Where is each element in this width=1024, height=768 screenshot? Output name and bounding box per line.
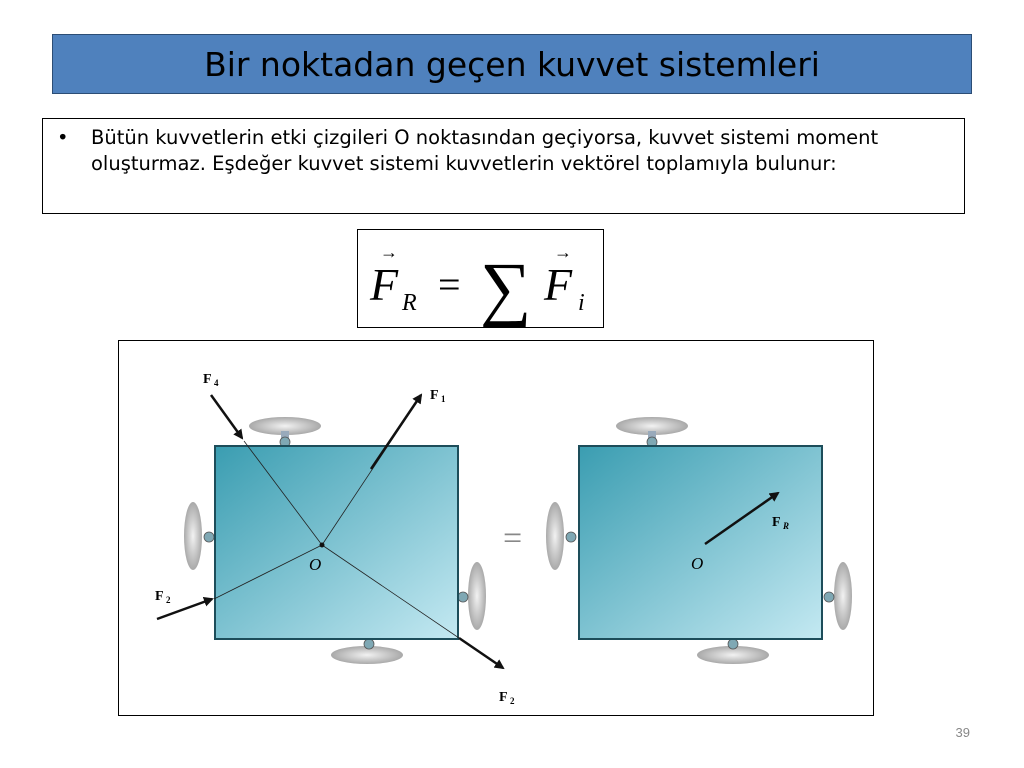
label-f1: F (430, 388, 439, 403)
support-bottom-left (331, 639, 403, 664)
formula-rhs-subscript: i (578, 290, 585, 316)
label-f2-bottom-sub: 2 (510, 696, 515, 706)
formula-rhs-arrow: → (554, 242, 572, 262)
label-f2-left-sub: 2 (166, 595, 171, 605)
bullet-text-box (42, 118, 965, 214)
force-figure (118, 340, 874, 716)
label-f4: F (203, 372, 212, 387)
support-top-left (249, 417, 321, 447)
formula-sum-symbol: ∑ (480, 248, 532, 327)
label-f4-sub: 4 (214, 378, 219, 388)
bullet-icon: • (57, 126, 69, 149)
bullet-text: Bütün kuvvetlerin etki çizgileri O noktasından geçiyorsa, kuvvet sistemi moment oluşturmaz. Eşdeğer kuvvet sistemi kuvvetlerin vektörel toplamıyla bulunur: (91, 126, 879, 175)
label-o-right: O (691, 554, 704, 573)
support-right-left (458, 562, 486, 630)
support-bottom-right (697, 639, 769, 664)
label-f2-bottom: F (499, 690, 508, 705)
formula-box (357, 229, 604, 328)
point-o-left (320, 543, 325, 548)
force-figure-svg (119, 341, 873, 715)
formula-lhs-subscript: R (402, 290, 417, 316)
formula-lhs-symbol: F (370, 259, 399, 310)
label-o-left: O (309, 555, 322, 574)
support-top-right (616, 417, 688, 447)
force-f4-arrow (211, 395, 242, 438)
label-fr: F (772, 515, 781, 530)
figure-equals: = (503, 520, 523, 557)
slide-title-text: Bir noktadan geçen kuvvet sistemleri (204, 44, 820, 84)
label-f2-left: F (155, 589, 164, 604)
page-number: 39 (955, 725, 970, 740)
formula-rhs-symbol: F (544, 259, 573, 310)
support-left-right (546, 502, 576, 570)
right-plate (579, 446, 822, 639)
formula-svg (358, 230, 603, 327)
left-plate (215, 446, 458, 639)
label-f1-sub: 1 (441, 394, 446, 404)
slide-title (52, 34, 972, 94)
left-diagram (155, 372, 515, 706)
label-fr-sub: R (783, 521, 790, 531)
right-diagram (546, 417, 852, 664)
support-left-left (184, 502, 214, 570)
force-f2-bottom-arrow (459, 638, 503, 668)
support-right-right (824, 562, 852, 630)
formula-lhs-arrow: → (380, 242, 398, 262)
formula-equals: = (438, 262, 461, 307)
